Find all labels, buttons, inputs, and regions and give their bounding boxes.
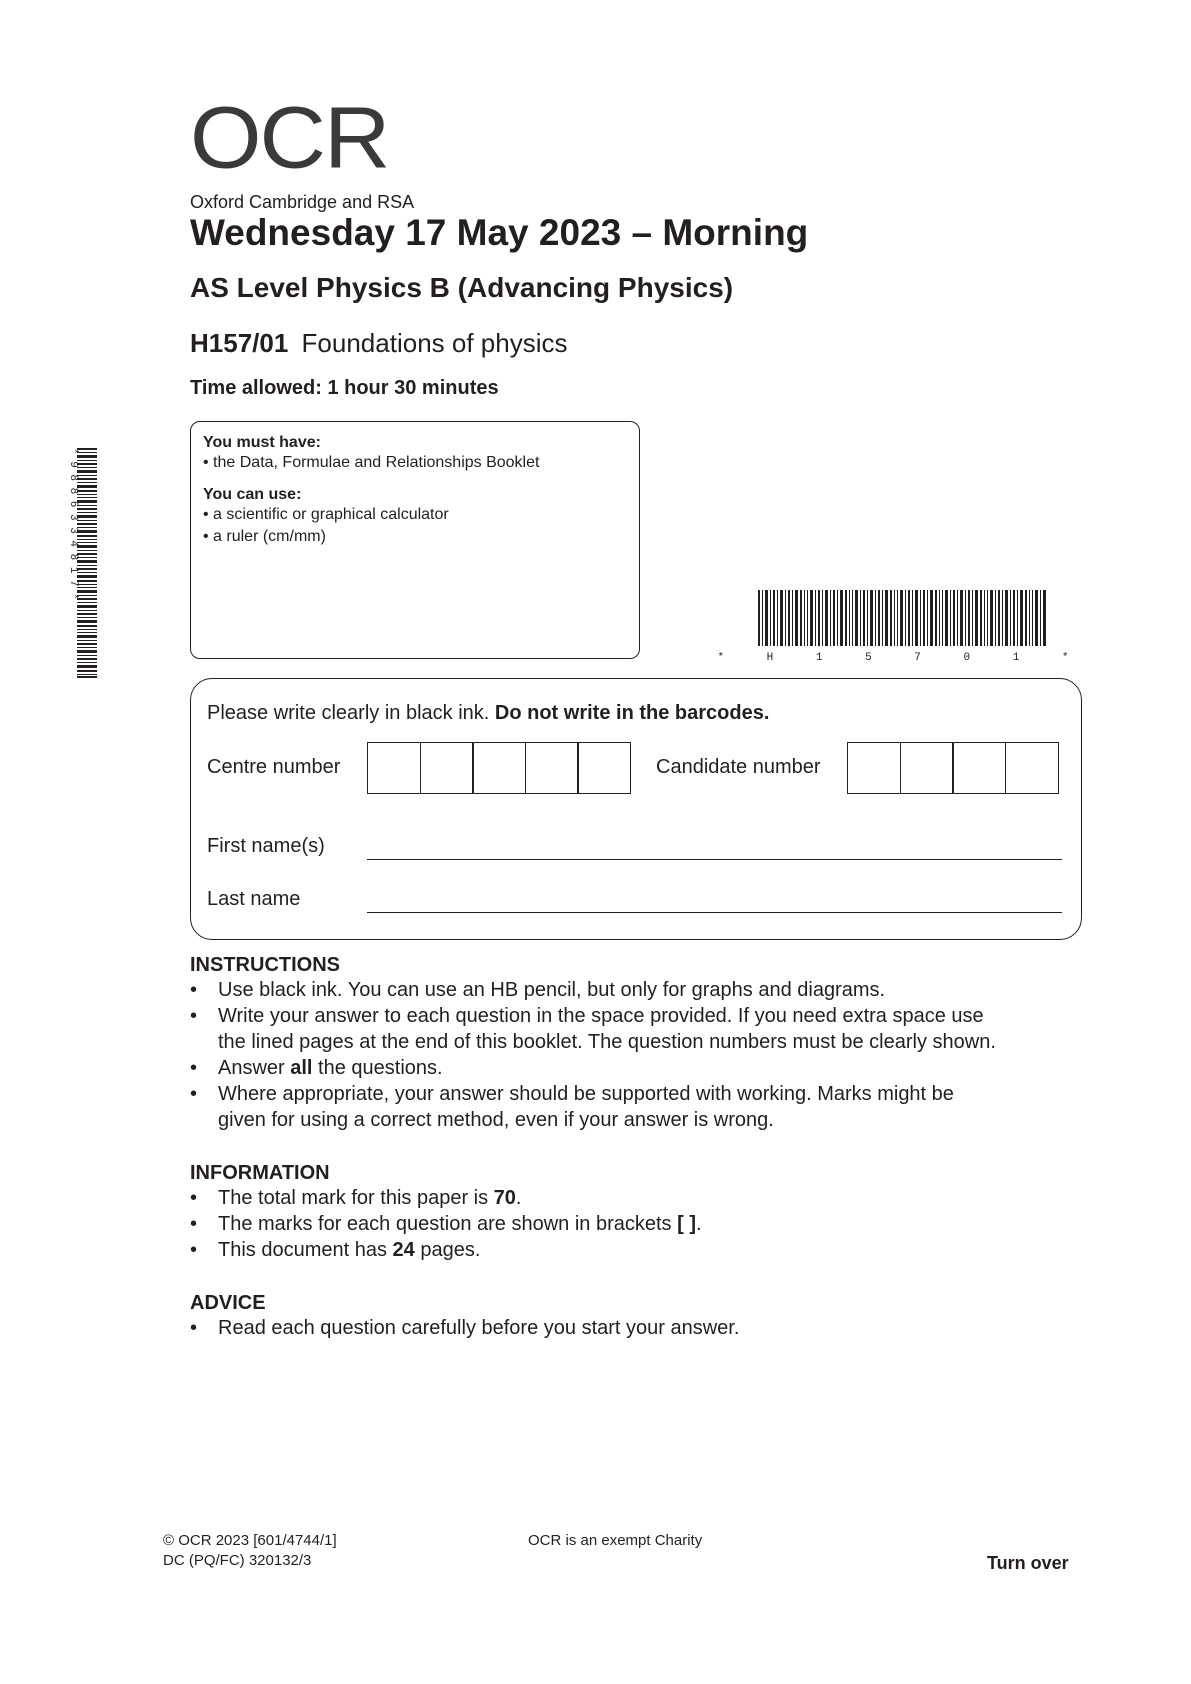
- instruction-bold: all: [290, 1057, 313, 1079]
- information-text: This document has: [218, 1239, 393, 1261]
- instruction-item: [190, 1055, 1090, 1081]
- advice-section: [190, 1292, 1090, 1341]
- must-have-item: • the Data, Formulae and Relationships Booklet: [203, 454, 540, 471]
- first-name-label: First name(s): [207, 835, 325, 857]
- candidate-number-cell[interactable]: [1005, 742, 1059, 794]
- centre-number-cell[interactable]: [577, 742, 631, 794]
- paper-title: Foundations of physics: [301, 328, 568, 358]
- instruction-line: • Where appropriate, your answer should be supported with working. Marks might be: [218, 1083, 954, 1105]
- advice-item: • Read each question carefully before you start your answer.: [190, 1315, 1090, 1341]
- last-name-line[interactable]: [367, 912, 1062, 913]
- information-item: [190, 1237, 1090, 1263]
- exam-date: Wednesday 17 May 2023 – Morning: [190, 212, 809, 253]
- information-text: The total mark for this paper is: [218, 1187, 494, 1209]
- logo-subtitle: Oxford Cambridge and RSA: [190, 192, 415, 212]
- instruction-line: given for using a correct method, even if your answer is wrong.: [218, 1109, 774, 1131]
- information-item: [190, 1185, 1090, 1211]
- candidate-number-cell[interactable]: [900, 742, 954, 794]
- last-name-label: Last name: [207, 888, 301, 910]
- requirements-box: [190, 421, 640, 659]
- footer-copyright: © OCR 2023 [601/4744/1]: [163, 1532, 337, 1549]
- instructions-section: [190, 954, 1090, 1133]
- information-section: [190, 1162, 1090, 1263]
- write-note-text: Please write clearly in black ink.: [207, 702, 490, 724]
- information-text: .: [515, 1187, 522, 1209]
- footer-dc: DC (PQ/FC) 320132/3: [163, 1552, 312, 1569]
- centre-number-cell[interactable]: [472, 742, 526, 794]
- information-text: pages.: [414, 1239, 481, 1261]
- information-bold: [ ]: [677, 1213, 697, 1235]
- turn-over: Turn over: [987, 1553, 1069, 1573]
- can-use-item-text: a ruler (cm/mm): [213, 528, 326, 545]
- centre-number-cell[interactable]: [367, 742, 421, 794]
- information-item: [190, 1211, 1090, 1237]
- centre-number-cell[interactable]: [420, 742, 474, 794]
- can-use-item: • a ruler (cm/mm): [203, 528, 326, 545]
- can-use-item: • a scientific or graphical calculator: [203, 506, 449, 523]
- information-text: The marks for each question are shown in brackets: [218, 1213, 678, 1235]
- instruction-item: [190, 1081, 1090, 1133]
- course-title: AS Level Physics B (Advancing Physics): [190, 272, 734, 303]
- instruction-text: the questions.: [312, 1057, 443, 1079]
- instruction-text: Answer: [218, 1057, 291, 1079]
- paper-code-line: [190, 328, 567, 359]
- instruction-line: • Write your answer to each question in the space provided. If you need extra space use: [218, 1005, 984, 1027]
- can-use-item-text: a scientific or graphical calculator: [213, 506, 449, 523]
- vertical-barcode: [65, 448, 97, 678]
- candidate-number-cells: [847, 742, 1059, 794]
- can-use-heading: You can use:: [203, 486, 302, 503]
- horizontal-barcode-graphic: [717, 590, 1087, 664]
- centre-number-cell[interactable]: [525, 742, 579, 794]
- candidate-number-cell[interactable]: [847, 742, 901, 794]
- write-note-bold: Do not write in the barcodes.: [494, 702, 770, 724]
- advice-heading: ADVICE: [190, 1292, 266, 1314]
- information-bold: 70: [493, 1187, 516, 1209]
- write-note: [207, 702, 769, 725]
- information-bold: 24: [392, 1239, 415, 1261]
- horizontal-barcode-text: * H 1 5 7 0 1 *: [717, 652, 1087, 664]
- vertical-barcode-text: * 9 8 8 6 3 3 4 8 1 7 *: [67, 448, 79, 600]
- instructions-heading: INSTRUCTIONS: [190, 954, 340, 976]
- first-name-line[interactable]: [367, 859, 1062, 860]
- must-have-heading: You must have:: [203, 434, 321, 451]
- information-text: .: [696, 1213, 702, 1235]
- horizontal-barcode: [717, 590, 1087, 664]
- footer-charity: OCR is an exempt Charity: [528, 1532, 703, 1549]
- ocr-logo: [190, 89, 415, 213]
- instruction-item: • Use black ink. You can use an HB pencil, but only for graphs and diagrams.: [190, 977, 1090, 1003]
- candidate-number-cell[interactable]: [952, 742, 1006, 794]
- must-have-item-text: the Data, Formulae and Relationships Booklet: [213, 454, 540, 471]
- footer-left: [163, 1531, 337, 1571]
- logo-letters: OCR: [190, 89, 389, 187]
- candidate-number-label: Candidate number: [656, 756, 821, 778]
- instruction-line: the lined pages at the end of this booklet. The question numbers must be clearly shown.: [218, 1031, 996, 1053]
- centre-number-cells: [367, 742, 631, 794]
- information-heading: INFORMATION: [190, 1162, 330, 1184]
- centre-number-label: Centre number: [207, 756, 341, 778]
- vertical-barcode-graphic: [65, 448, 97, 678]
- time-allowed: Time allowed: 1 hour 30 minutes: [190, 377, 499, 399]
- paper-code: H157/01: [190, 328, 289, 358]
- instruction-item: [190, 1003, 1090, 1055]
